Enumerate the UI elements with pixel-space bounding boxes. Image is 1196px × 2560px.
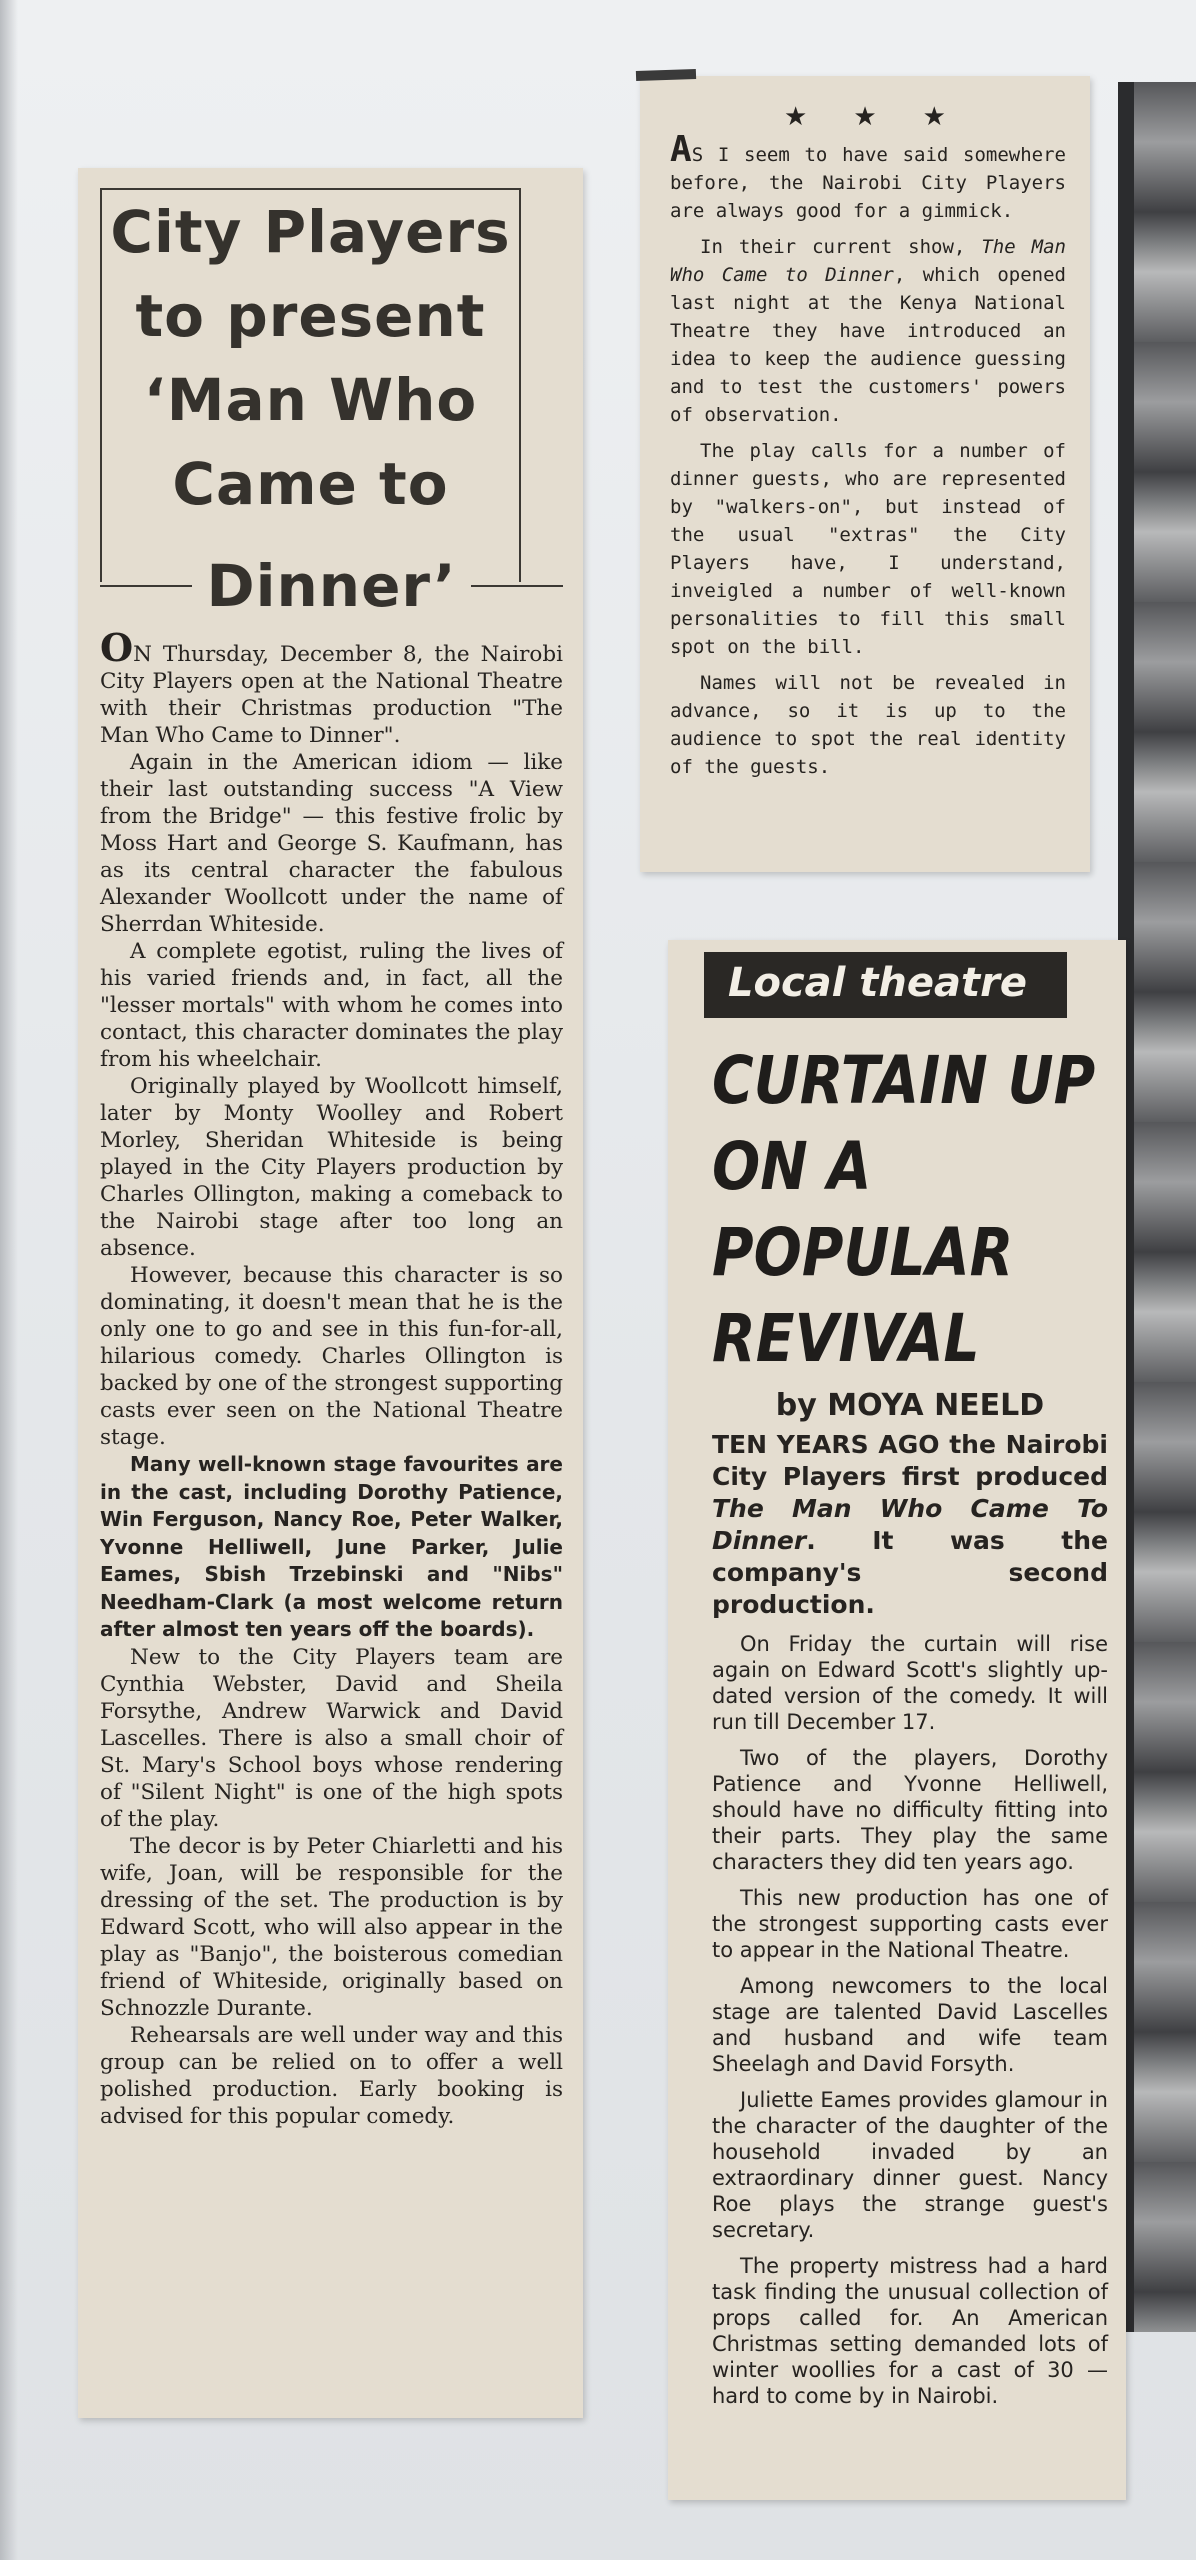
paragraph-text: S I seem to have said somewhere before, the Nairobi City Players are always good for a gimmick.: [670, 144, 1066, 222]
article-paragraph: Originally played by Woollcott himself, later by Monty Woolley and Robert Morley, Sheridan Whiteside is being played in the City Players production by Charles Ollington, making a comeback to the Nairobi stage after too long an absence.: [100, 1074, 563, 1261]
section-label: Local theatre: [704, 952, 1067, 1018]
article-paragraph: Among newcomers to the local stage are talented David Lascelles and husband and wife team Sheelagh and David Forsyth.: [712, 1974, 1108, 2076]
cast-paragraph: Many well-known stage favourites are in the cast, including Dorothy Patience, Win Ferguson, Nancy Roe, Peter Walker, Yvonne Helliwell, June Parker, Julie Eames, Sbish Trzebinski and "Nibs" Needham-Clark (a most welcome return after almost ten years off the boards).: [100, 1452, 563, 1641]
drop-cap: O: [100, 625, 134, 670]
article-paragraph: The property mistress had a hard task finding the unusual collection of props called for. An American Christmas setting demanded lots of winter woollies for a cast of 30 — hard to come by in Nairobi.: [712, 2254, 1108, 2408]
paragraph-text: . It was the company's second production.: [712, 1526, 1108, 1619]
paragraph-text: N Thursday, December 8, the Nairobi City Players open at the National Theatre with their Christmas production "The Man Who Came to Dinner".: [100, 642, 563, 748]
headline-line: Came to: [172, 450, 449, 518]
page-edge-shadow: [0, 0, 18, 2560]
article-paragraph: Again in the American idiom — like their last outstanding success "A View from the Bridge" — this festive frolic by Moss Hart and George S. Kaufmann, has as its central character the fabulous Alexander Woollcott under the name of Sherrdan Whiteside.: [100, 750, 563, 937]
play-title: The Man Who Came To Dinner: [712, 1494, 1108, 1555]
clipping-local-theatre: [668, 940, 1126, 2500]
byline: by MOYA NEELD: [775, 1388, 1045, 1423]
article-paragraph: New to the City Players team are Cynthia Webster, David and Sheila Forsythe, Andrew Warwick and David Lascelles. There is also a small choir of St. Mary's School boys whose rendering of "Silent Night" is one of the high spots of the play.: [100, 1644, 563, 1832]
article-paragraph: [100, 625, 563, 749]
article-body: [100, 625, 563, 2130]
article-paragraph: On Friday the curtain will rise again on Edward Scott's slightly up-dated version of the comedy. It will run till December 17.: [712, 1632, 1108, 1734]
headline-line: City Players: [110, 198, 511, 266]
headline-line: to present: [135, 282, 486, 350]
headline-line: POPULAR: [712, 1214, 1014, 1291]
headline-line: REVIVAL: [712, 1300, 980, 1377]
article-body: [712, 1429, 1108, 2409]
article-paragraph: The play calls for a number of dinner guests, who are represented by "walkers-on", but instead of the usual "extras" the City Players have, I understand, inveigled a number of well-known personalities to fill this small spot on the bill.: [670, 440, 1066, 658]
star-divider: ★★★: [784, 102, 992, 132]
article-paragraph: Two of the players, Dorothy Patience and Yvonne Helliwell, should have no difficulty fitting into their parts. They play the same characters they did ten years ago.: [712, 1746, 1108, 1874]
article-body: [670, 129, 1066, 781]
clipping-city-players: [78, 168, 583, 2418]
article-paragraph: [670, 233, 1066, 429]
clipping-gimmick: [640, 76, 1090, 872]
article-paragraph: Juliette Eames provides glamour in the character of the daughter of the household invaded by an extraordinary dinner guest. Nancy Roe plays the strange guest's secretary.: [712, 2088, 1108, 2242]
headline-line: CURTAIN UP: [712, 1042, 1096, 1119]
headline-line: ‘Man Who: [143, 366, 478, 434]
article-paragraph: The decor is by Peter Chiarletti and his wife, Joan, will be responsible for the dressing of the set. The production is by Edward Scott, who will also appear in the play as "Banjo", the boisterous comedian friend of Whiteside, originally based on Schnozzle Durante.: [100, 1833, 563, 2021]
headline-line: ON A: [712, 1128, 872, 1205]
headline: [712, 1038, 1096, 1382]
article-paragraph: A complete egotist, ruling the lives of his varied friends and, in fact, all the "lesser mortals" with whom he comes into contact, this character dominates the play from his wheelchair.: [100, 939, 563, 1072]
headline-rule: [100, 544, 563, 628]
headline-box: [100, 188, 521, 582]
paragraph-text: In their current show,: [700, 236, 982, 258]
article-paragraph: Names will not be revealed in advance, so it is up to the audience to spot the real identity of the guests.: [670, 672, 1066, 778]
article-paragraph: Rehearsals are well under way and this group can be relied on to offer a well polished production. Early booking is advised for this popular comedy.: [100, 2022, 563, 2129]
article-paragraph: [670, 129, 1066, 225]
rule-left: [100, 585, 192, 587]
article-paragraph: However, because this character is so dominating, it doesn't mean that he is the only one to go and see in this fun-for-all, hilarious comedy. Charles Ollington is backed by one of the strongest supporting casts ever seen on the National Theatre stage.: [100, 1263, 563, 1450]
lead-paragraph: [712, 1429, 1108, 1621]
paragraph-text: TEN YEARS AGO the Nairobi City Players first produced: [712, 1430, 1108, 1491]
paragraph-text: , which opened last night at the Kenya National Theatre they have introduced an idea to keep the audience guessing and to test the customers' powers of observation.: [670, 264, 1066, 426]
drop-cap: A: [670, 129, 692, 170]
rule-right: [471, 585, 563, 587]
article-paragraph: This new production has one of the strongest supporting casts ever to appear in the National Theatre.: [712, 1886, 1108, 1962]
play-title: The Man Who Came to Dinner: [670, 236, 1066, 286]
headline-line: Dinner’: [206, 552, 457, 620]
